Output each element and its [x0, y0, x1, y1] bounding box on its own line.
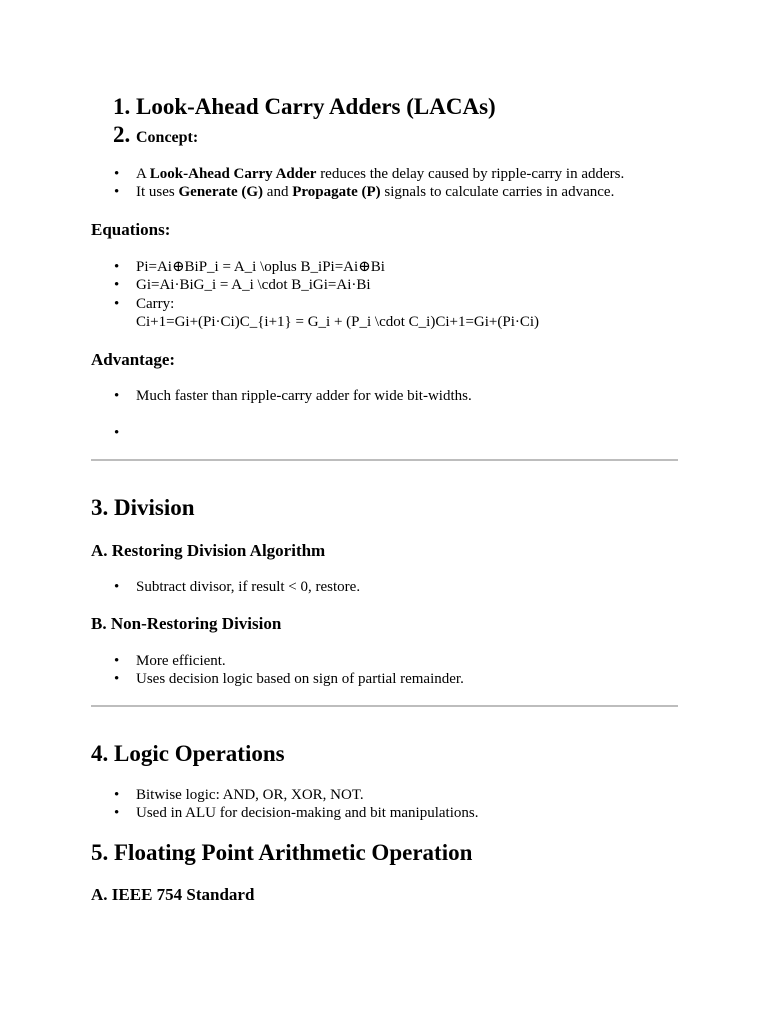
list-item-text: Subtract divisor, if result < 0, restore. [136, 579, 361, 595]
section2-number: 2. [113, 122, 131, 147]
concept-list [91, 165, 679, 202]
list-item [91, 670, 679, 688]
bullet-icon: • [114, 425, 120, 441]
list-item [91, 183, 679, 201]
ieee754-heading: A. IEEE 754 Standard [91, 885, 255, 904]
bullet-icon: • [114, 295, 120, 312]
list-item [91, 578, 679, 596]
section3-title: 3. Division [91, 495, 195, 520]
bold-term: Look-Ahead Carry Adder [149, 166, 317, 182]
equations-list [91, 258, 679, 331]
bullet-icon: • [114, 671, 120, 688]
list-item [91, 804, 679, 822]
bullet-icon: • [114, 259, 120, 275]
bullet-icon: • [114, 787, 120, 803]
list-item [91, 165, 679, 183]
restoring-division-heading: A. Restoring Division Algorithm [91, 541, 326, 560]
text-fragment: reduces the delay caused by ripple-carry in adders. [316, 166, 625, 182]
restoring-list [91, 578, 679, 596]
text-fragment: It uses [136, 184, 179, 201]
list-item [91, 652, 679, 670]
list-item [91, 387, 679, 405]
equation-text: Gi=Ai·BiG_i = A_i \cdot B_iGi=Ai·Bi [136, 277, 371, 294]
bullet-icon: • [114, 579, 120, 595]
list-item [91, 786, 679, 804]
advantage-list [91, 387, 679, 405]
bullet-icon: • [114, 653, 120, 669]
divider [91, 459, 678, 461]
section5-title: 5. Floating Point Arithmetic Operation [91, 840, 473, 865]
section4-title: 4. Logic Operations [91, 741, 285, 766]
section2-heading [113, 122, 198, 148]
list-item [91, 295, 679, 332]
section1-title: Look-Ahead Carry Adders (LACAs) [136, 94, 496, 119]
logic-ops-list [91, 786, 679, 823]
bold-term: Propagate (P) [292, 184, 381, 201]
bullet-icon: • [114, 277, 120, 294]
text-fragment: and [263, 184, 293, 201]
list-item [91, 276, 679, 294]
advantage-heading: Advantage: [91, 350, 176, 369]
non-restoring-division-heading: B. Non-Restoring Division [91, 614, 282, 633]
equation-text: Pi=Ai⊕BiP_i = A_i \oplus B_iPi=Ai⊕Bi [136, 259, 385, 275]
bullet-icon: • [114, 805, 120, 822]
text-fragment: A [136, 166, 150, 182]
list-item-text: Uses decision logic based on sign of partial remainder. [136, 671, 464, 688]
list-item [91, 258, 679, 276]
list-item-text: More efficient. [136, 653, 226, 669]
bullet-icon: • [114, 184, 120, 201]
divider [91, 705, 678, 707]
section2-title: Concept: [136, 129, 199, 146]
non-restoring-list [91, 652, 679, 689]
list-item-text: Bitwise logic: AND, OR, XOR, NOT. [136, 787, 364, 803]
text-fragment: signals to calculate carries in advance. [380, 184, 615, 201]
section1-number: 1. [113, 94, 131, 119]
section1-heading [113, 94, 496, 120]
advantage-text: Much faster than ripple-carry adder for wide bit-widths. [136, 388, 472, 404]
bold-term: Generate (G) [178, 184, 264, 201]
bullet-icon: • [114, 166, 120, 182]
carry-label: Carry: [136, 295, 175, 312]
carry-formula: Ci+1=Gi+(Pi·Ci)C_{i+1} = G_i + (P_i \cdot C_i)Ci+1=Gi+(Pi·Ci) [136, 313, 540, 330]
bullet-icon: • [114, 388, 120, 404]
list-item-text: Used in ALU for decision-making and bit manipulations. [136, 805, 479, 822]
equations-heading: Equations: [91, 220, 171, 239]
